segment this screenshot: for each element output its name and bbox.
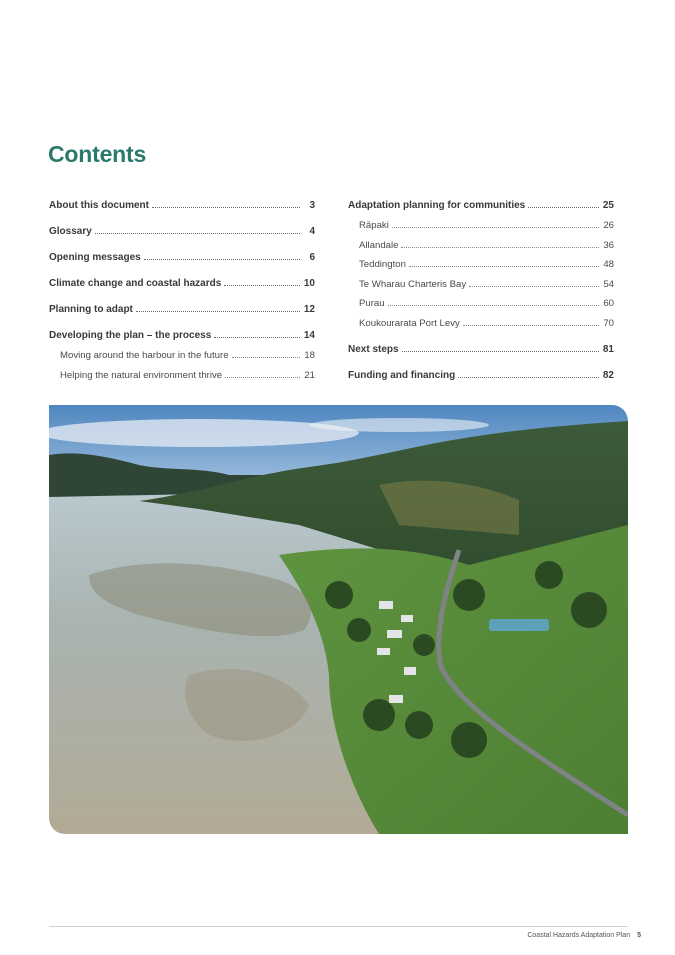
toc-subentry[interactable] (348, 317, 614, 330)
toc-subentry[interactable] (348, 278, 614, 291)
toc-subentry-page: 70 (603, 317, 614, 329)
aerial-photo-illustration (49, 405, 628, 834)
toc-leader-dots (224, 277, 300, 286)
toc-entry[interactable] (49, 329, 315, 342)
toc-leader-dots (402, 343, 599, 352)
toc-leader-dots (136, 303, 300, 312)
toc-subentry[interactable] (49, 349, 315, 362)
toc-subentry-label: Rāpaki (359, 220, 389, 231)
toc-entry-label: About this document (49, 200, 149, 211)
toc-leader-dots (528, 199, 599, 208)
toc-leader-dots (463, 317, 599, 326)
toc-subentry-label: Koukourarata Port Levy (359, 317, 460, 329)
toc-entry-page: 6 (309, 252, 315, 263)
toc-subentry-page: 36 (603, 239, 614, 251)
toc-leader-dots (469, 278, 599, 287)
toc-subentry-page: 26 (603, 220, 614, 231)
toc-left-column (49, 199, 315, 395)
toc-entry[interactable] (49, 303, 315, 316)
toc-leader-dots (152, 199, 300, 208)
toc-subentry[interactable] (348, 219, 614, 232)
toc-entry-page: 14 (303, 330, 315, 341)
toc-subentry[interactable] (49, 369, 315, 382)
toc-entry-page: 12 (303, 304, 315, 315)
toc-entry-page: 3 (309, 200, 315, 211)
footer-divider (49, 926, 628, 927)
toc-entry[interactable] (49, 251, 315, 264)
toc-subentry-label: Helping the natural environment thrive (60, 369, 223, 381)
toc-right-column (348, 199, 614, 395)
toc-subentry[interactable] (348, 239, 614, 252)
toc-leader-dots (458, 369, 599, 378)
toc-subentry-label: Teddington (359, 259, 406, 270)
toc-subentry-label: Purau (359, 298, 385, 309)
page-title: Contents (48, 141, 147, 167)
toc-subentry-page: 18 (304, 350, 315, 361)
toc-subentry-label: Allandale (359, 239, 399, 251)
toc-subentry-label: Moving around the harbour in the future (60, 350, 229, 361)
toc-subentry-label: Te Wharau Charteris Bay (359, 278, 467, 290)
toc-leader-dots (401, 239, 599, 248)
toc-entry[interactable] (348, 199, 614, 212)
aerial-coastal-photo (49, 405, 628, 834)
toc-entry[interactable] (49, 277, 315, 290)
toc-subentry-page: 60 (603, 298, 614, 309)
toc-entry-label: Adaptation planning for communities (348, 200, 526, 211)
toc-leader-dots (214, 329, 300, 338)
toc-entry-label: Climate change and coastal hazards (49, 278, 222, 289)
toc-entry-label: Funding and financing (348, 369, 456, 381)
toc-entry[interactable] (49, 225, 315, 238)
toc-leader-dots (388, 297, 599, 306)
toc-entry-label: Opening messages (49, 252, 141, 263)
toc-entry-page: 4 (309, 226, 315, 237)
toc-subentry-page: 48 (603, 259, 614, 270)
toc-entry[interactable] (348, 369, 614, 382)
toc-leader-dots (409, 258, 599, 267)
footer-document-title: Coastal Hazards Adaptation Plan (527, 932, 631, 939)
toc-subentry-page: 54 (603, 278, 614, 290)
toc-entry-label: Planning to adapt (49, 304, 133, 315)
toc-leader-dots (392, 219, 599, 228)
toc-entry-label: Next steps (348, 343, 399, 355)
toc-entry-label: Glossary (49, 226, 92, 237)
toc-entry-page: 82 (602, 369, 614, 381)
toc-entry-page: 25 (602, 200, 614, 211)
toc-entry-page: 10 (303, 278, 315, 289)
toc-entry-page: 81 (602, 343, 614, 355)
toc-leader-dots (225, 369, 300, 378)
toc-entry[interactable] (348, 343, 614, 356)
footer-page-number: 5 (637, 932, 641, 939)
toc-subentry-page: 21 (304, 369, 315, 381)
toc-subentry[interactable] (348, 258, 614, 271)
page-footer (527, 932, 641, 939)
toc-entry-label: Developing the plan – the process (49, 330, 212, 341)
toc-leader-dots (144, 251, 300, 260)
toc-subentry[interactable] (348, 297, 614, 310)
toc-entry[interactable] (49, 199, 315, 212)
toc-leader-dots (95, 225, 300, 234)
toc-leader-dots (232, 349, 300, 358)
